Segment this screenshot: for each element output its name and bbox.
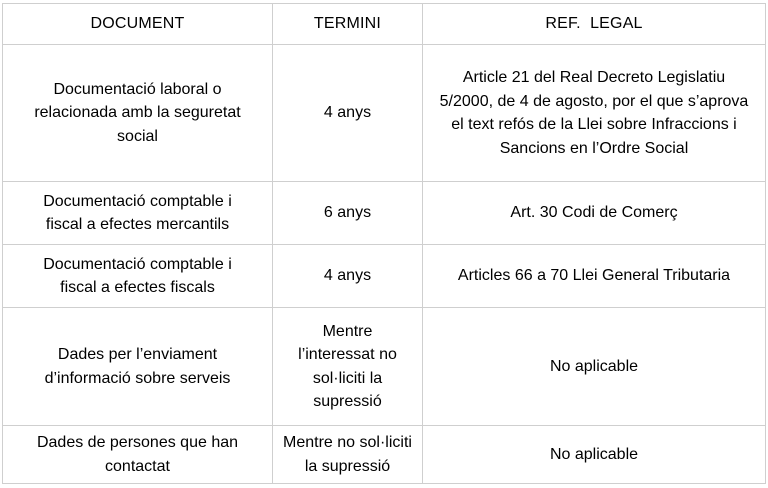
cell-ref-legal: No aplicable bbox=[423, 426, 766, 484]
cell-ref-legal: Articles 66 a 70 Llei General Tributaria bbox=[423, 245, 766, 308]
cell-document: Dades per l’enviament d’informació sobre serveis bbox=[3, 308, 273, 426]
table-row bbox=[3, 245, 766, 308]
retention-table bbox=[2, 3, 766, 484]
cell-termini: 4 anys bbox=[273, 245, 423, 308]
header-termini: TERMINI bbox=[273, 4, 423, 45]
cell-termini: 6 anys bbox=[273, 182, 423, 245]
cell-termini: Mentre l’interessat no sol·liciti la supressió bbox=[273, 308, 423, 426]
cell-document: Documentació comptable i fiscal a efectes mercantils bbox=[3, 182, 273, 245]
table-row bbox=[3, 426, 766, 484]
header-document: DOCUMENT bbox=[3, 4, 273, 45]
table-header-row bbox=[3, 4, 766, 45]
cell-document: Documentació laboral o relacionada amb la seguretat social bbox=[3, 45, 273, 182]
table-row bbox=[3, 45, 766, 182]
cell-termini: Mentre no sol·liciti la supressió bbox=[273, 426, 423, 484]
table-row bbox=[3, 308, 766, 426]
cell-termini: 4 anys bbox=[273, 45, 423, 182]
header-ref-legal: REF. LEGAL bbox=[423, 4, 766, 45]
cell-document: Documentació comptable i fiscal a efectes fiscals bbox=[3, 245, 273, 308]
cell-document: Dades de persones que han contactat bbox=[3, 426, 273, 484]
cell-ref-legal: No aplicable bbox=[423, 308, 766, 426]
table-row bbox=[3, 182, 766, 245]
cell-ref-legal: Art. 30 Codi de Comerç bbox=[423, 182, 766, 245]
cell-ref-legal: Article 21 del Real Decreto Legislatiu 5/2000, de 4 de agosto, por el que s’aprova el text refós de la Llei sobre Infraccions i Sancions en l’Ordre Social bbox=[423, 45, 766, 182]
